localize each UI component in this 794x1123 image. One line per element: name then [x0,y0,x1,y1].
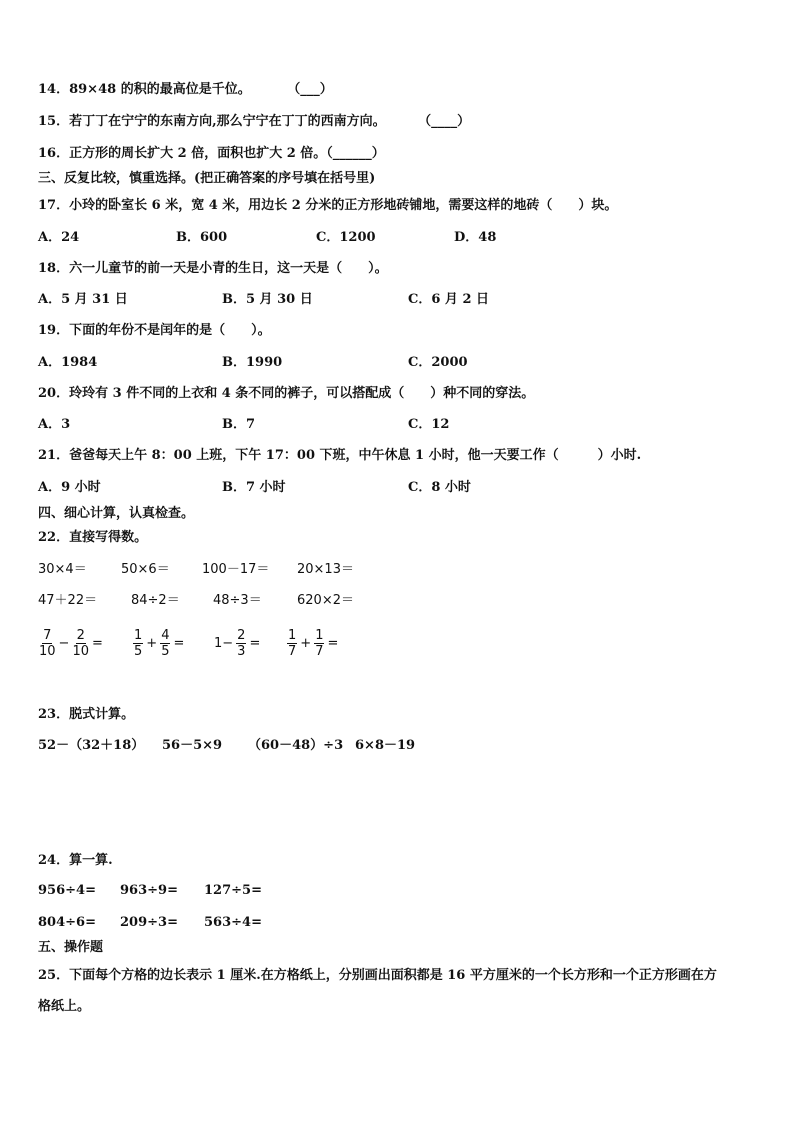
question-24-title: 24．算一算. [38,853,113,868]
fraction: 1 7 [288,628,297,659]
fraction-expression: 7 10 − $\frac{2}{10}$ = [39,628,103,659]
question-17: 17．小玲的卧室长 6 米，宽 4 米，用边长 2 分米的正方形地砖铺地，需要这样的地砖（ ）块。 [38,198,618,213]
question-15-text: 15．若丁丁在宁宁的东南方向,那么宁宁在丁丁的西南方向。 [38,114,386,129]
question-19: 19．下面的年份不是闰年的是（ ）。 [38,323,271,338]
option-a[interactable]: A．3 [38,417,71,432]
option-c[interactable]: C．1200 [316,230,376,245]
question-21: 21．爸爸每天上午 8：00 上班，下午 17：00 下班，中午休息 1 小时，他一天要工作（ ）小时. [38,448,642,463]
calc-item: 52－（32＋18） [38,738,145,753]
question-22-title: 22．直接写得数。 [38,530,148,545]
calc-item: 48÷3＝ [213,593,262,608]
question-14 [38,81,333,99]
question-15 [38,113,470,131]
question-25-line-1: 25．下面每个方格的边长表示 1 厘米.在方格纸上，分别画出面积都是 16 平方厘米的一个长方形和一个正方形画在方 [38,968,717,983]
calc-item: 956÷4= [38,883,96,898]
question-23-title: 23．脱式计算。 [38,707,135,722]
calc-item: （60－48）÷3 [248,738,344,753]
calc-item: 20×13＝ [297,562,354,577]
fraction: $\frac{1}{7}$ [315,628,324,659]
calc-item: 100－17＝ [202,562,270,577]
answer-blank[interactable]: （___） [287,82,333,97]
question-18: 18．六一儿童节的前一天是小青的生日，这一天是（ ）。 [38,261,388,276]
calc-item: 127÷5= [204,883,262,898]
section-heading-3: 三、反复比较，慎重选择。(把正确答案的序号填在括号里) [38,171,376,186]
option-b[interactable]: B．1990 [222,355,283,370]
section-heading-5: 五、操作题 [38,940,104,955]
option-a[interactable]: A．24 [38,230,80,245]
calc-item: 47＋22＝ [38,593,98,608]
calc-item: 84÷2＝ [131,593,180,608]
fraction: 7 10 [39,628,56,659]
calc-item: 620×2＝ [297,593,354,608]
calc-item: 563÷4= [204,915,262,930]
fraction: $\frac{2}{10}$ [72,628,89,659]
option-a[interactable]: A．1984 [38,355,98,370]
option-b[interactable]: B．600 [176,230,228,245]
option-c[interactable]: C．8 小时 [408,480,471,495]
answer-blank[interactable]: （____） [418,114,471,129]
option-a[interactable]: A．5 月 31 日 [38,292,128,307]
calc-item: 209÷3= [120,915,178,930]
fraction-expression: 1− $\frac{2}{3}$ = [214,628,261,659]
option-c[interactable]: C．12 [408,417,450,432]
fraction-expression: 1 5 + $\frac{4}{5}$ = [134,628,185,659]
calc-item: 50×6＝ [121,562,170,577]
question-16: 16．正方形的周长扩大 2 倍，面积也扩大 2 倍。（______） [38,146,385,161]
option-c[interactable]: C．6 月 2 日 [408,292,490,307]
fraction-expression: 1 7 + $\frac{1}{7}$ = [288,628,339,659]
fraction: $\frac{4}{5}$ [161,628,170,659]
question-20: 20．玲玲有 3 件不同的上衣和 4 条不同的裤子，可以搭配成（ ）种不同的穿法。 [38,386,535,401]
calc-item: 56－5×9 [162,738,223,753]
section-heading-4: 四、细心计算，认真检查。 [38,506,195,521]
calc-item: 30×4＝ [38,562,87,577]
option-b[interactable]: B．5 月 30 日 [222,292,313,307]
option-a[interactable]: A．9 小时 [38,480,101,495]
question-25-line-2: 格纸上。 [38,999,91,1014]
question-14-text: 14．89×48 的积的最高位是千位。 [38,82,251,97]
option-d[interactable]: D．48 [454,230,497,245]
fraction: $\frac{2}{3}$ [237,628,246,659]
calc-item: 6×8－19 [355,738,416,753]
option-c[interactable]: C．2000 [408,355,468,370]
fraction: 1 5 [134,628,143,659]
calc-item: 963÷9= [120,883,178,898]
calc-item: 804÷6= [38,915,96,930]
option-b[interactable]: B．7 小时 [222,480,286,495]
option-b[interactable]: B．7 [222,417,256,432]
